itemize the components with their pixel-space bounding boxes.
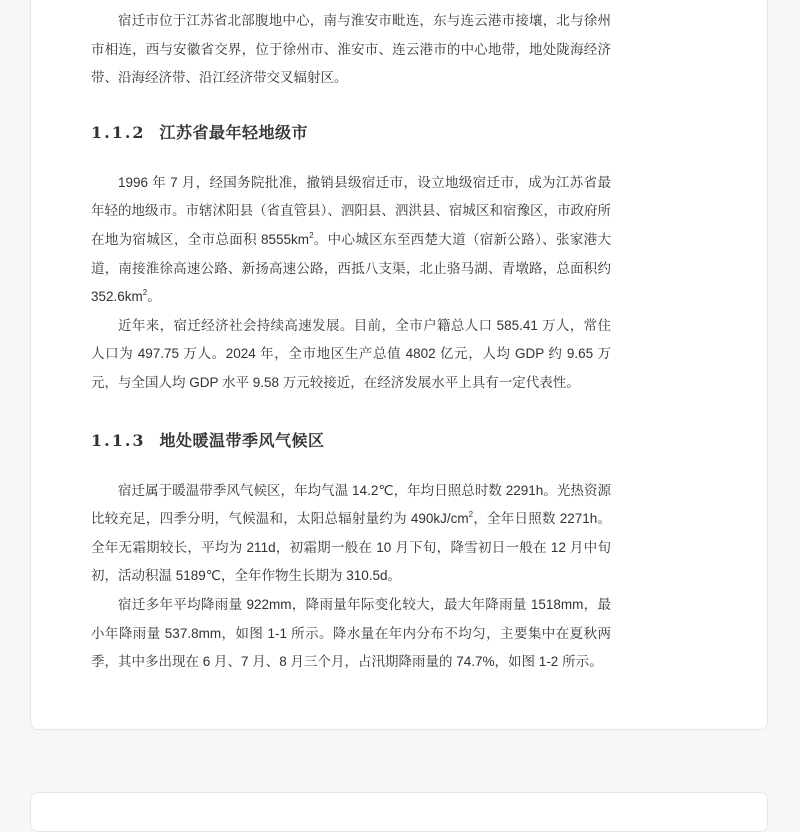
section-title: 地处暖温带季风气候区	[159, 430, 325, 450]
paragraph-economy: 近年来，宿迁经济社会持续高速发展。目前，全市户籍总人口 585.41 万人，常住人口为 497.75 万人。2024 年，全市地区生产总值 4802 亿元，人均 GDP 约 9.65 万元，与全国人均 GDP 水平 9.58 万元较接近，在经济发展水平上具有一定代表性。	[91, 317, 611, 390]
section-number: 1.1.2	[91, 122, 146, 142]
text-run: ，全年日照数 2271h。全年无霜期较长，平均为 211d，初霜期一般在 10 月下旬，降雪初日一般在 12 月中旬初，活动积温 5189℃，全年作物生长期为 310.5d。	[91, 511, 611, 584]
document-page	[30, 0, 768, 730]
next-page	[30, 792, 768, 832]
text-run: 宿迁属于暖温带季风气候区，年均气温 14.2℃，年均日照总时数 2291h。光热资源比较充足，四季分明，气候温和，太阳总辐射量约为 490kJ/cm	[91, 482, 611, 527]
section-heading-1-1-3	[91, 428, 611, 451]
superscript: 2	[468, 510, 474, 520]
section-number: 1.1.3	[91, 430, 146, 450]
intro-paragraph: 宿迁市位于江苏省北部腹地中心，南与淮安市毗连，东与连云港市接壤，北与徐州市相连，西与安徽省交界，位于徐州市、淮安市、连云港市的中心地带，地处陇海经济带、沿海经济带、沿江经济带交叉辐射区。	[91, 13, 611, 86]
superscript: 2	[309, 230, 314, 240]
paragraph-climate	[91, 477, 611, 591]
paragraph-rainfall: 宿迁多年平均降雨量 922mm，降雨量年际变化较大，最大年降雨量 1518mm，最小年降雨量 537.8mm，如图 1-1 所示。降水量在年内分布不均匀，主要集中在夏秋两季，其中多出现在 6 月、7 月、8 月三个月，占汛期降雨量的 74.7%，如图 1-2 所示。	[91, 596, 611, 670]
text-run: 1996 年 7 月，经国务院批准，撤销县级宿迁市，设立地级宿迁市，成为江苏省最年轻的地级市。市辖沭阳县（省直管县）、泗阳县、泗洪县、宿城区和宿豫区，市政府所在地为宿城区，全市总面积 8555km	[91, 174, 611, 247]
text-run: 。	[147, 289, 161, 305]
page-content	[91, 7, 611, 677]
text-run: 。中心城区东至西楚大道（宿新公路）、张家港大道，南接淮徐高速公路、新扬高速公路，西抵八支渠，北止骆马湖、青墩路，总面积约 352.6km	[91, 231, 612, 305]
section-heading-1-1-2	[91, 120, 611, 143]
superscript: 2	[142, 288, 148, 298]
section-title: 江苏省最年轻地级市	[159, 122, 309, 142]
paragraph-establishment	[91, 169, 611, 312]
